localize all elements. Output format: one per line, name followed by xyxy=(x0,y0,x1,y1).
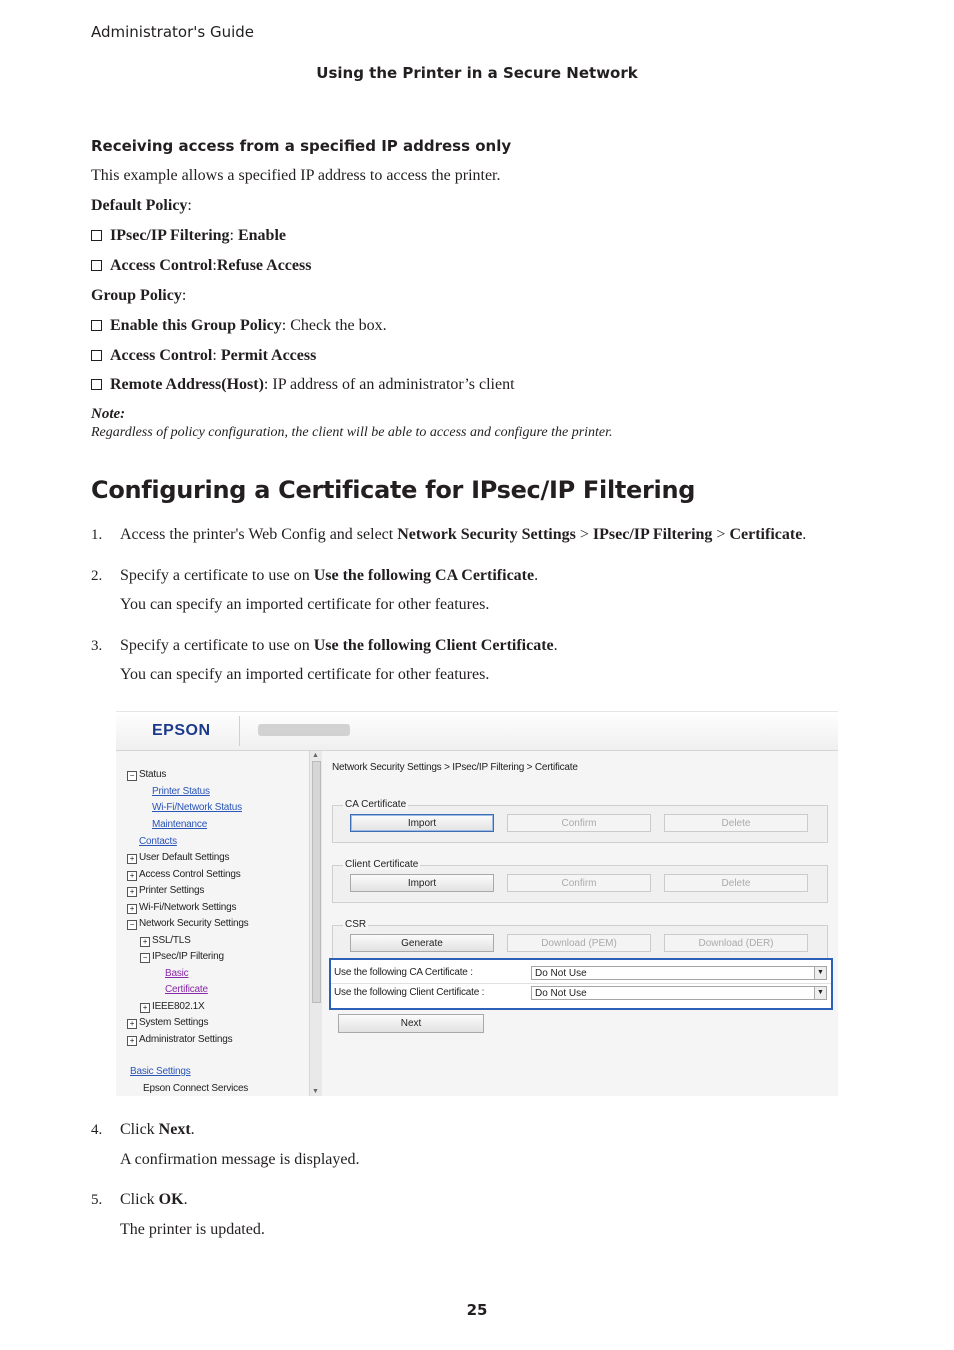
step-menu-network-security: Network Security Settings xyxy=(397,526,576,543)
scroll-down-icon[interactable]: ▼ xyxy=(312,1088,319,1095)
step-bold-term: OK xyxy=(158,1191,184,1208)
step-bold-term: Use the following Client Certificate xyxy=(313,637,554,654)
nav-ssl[interactable] xyxy=(140,935,191,947)
step-text-part: Click xyxy=(120,1191,159,1208)
nav-label: Administrator Settings xyxy=(139,1034,233,1045)
document-header-title: Administrator's Guide xyxy=(91,23,255,41)
group-label: CA Certificate xyxy=(345,799,407,810)
group-policy-label: Group Policy: xyxy=(91,287,187,304)
default-policy-label: Default Policy: xyxy=(91,197,192,214)
ca-delete-button[interactable]: Delete xyxy=(664,814,808,832)
item-sep: : xyxy=(212,257,217,274)
download-der-button[interactable]: Download (DER) xyxy=(664,934,808,952)
checkbox-bullet-icon xyxy=(91,260,102,271)
nav-contacts[interactable]: Contacts xyxy=(139,836,177,847)
group-item-enable xyxy=(91,316,387,336)
collapse-icon[interactable]: − xyxy=(127,920,137,930)
scroll-up-icon[interactable]: ▲ xyxy=(312,752,319,759)
step-text-part: . xyxy=(183,1191,188,1208)
step-text-part: . xyxy=(802,526,807,543)
step-number: 2. xyxy=(91,568,103,584)
step-2-text xyxy=(120,567,538,585)
client-certificate-select[interactable] xyxy=(531,986,827,1000)
item-key: Access Control xyxy=(110,257,213,274)
download-pem-button[interactable]: Download (PEM) xyxy=(507,934,651,952)
expand-icon[interactable]: + xyxy=(127,854,137,864)
item-value: IP address of an administrator’s client xyxy=(272,376,515,393)
step-text-part: > xyxy=(575,526,593,543)
section-title: Configuring a Certificate for IPsec/IP Filtering xyxy=(91,476,696,504)
step-text-part: Access the printer's Web Config and select xyxy=(120,526,398,543)
expand-icon[interactable]: + xyxy=(127,1036,137,1046)
nav-wifi-settings[interactable] xyxy=(127,902,236,914)
nav-system[interactable] xyxy=(127,1017,208,1029)
group-policy-label-text: Group Policy xyxy=(91,287,182,304)
step-3-text xyxy=(120,637,558,655)
collapse-icon[interactable]: − xyxy=(140,953,150,963)
group-item-remote-address xyxy=(91,375,515,395)
item-value: Check the box. xyxy=(290,317,387,334)
note-title: Note: xyxy=(91,406,126,422)
step-bold-term: Use the following CA Certificate xyxy=(313,567,535,584)
nav-user-default[interactable] xyxy=(127,852,229,864)
expand-icon[interactable]: + xyxy=(127,1019,137,1029)
default-item-ipsec xyxy=(91,226,286,246)
breadcrumb: Network Security Settings > IPsec/IP Filtering > Certificate xyxy=(332,762,578,773)
nav-label: Network Security Settings xyxy=(139,918,249,929)
item-key: Enable this Group Policy xyxy=(110,317,282,334)
nav-label: Wi-Fi/Network Settings xyxy=(139,902,237,913)
nav-epson-connect[interactable]: Epson Connect Services xyxy=(143,1083,249,1094)
item-sep: : xyxy=(212,347,221,364)
dropdown-arrow-icon[interactable]: ▼ xyxy=(814,987,826,999)
nav-network-security[interactable] xyxy=(127,918,249,930)
expand-icon[interactable]: + xyxy=(127,887,137,897)
step-number: 1. xyxy=(91,527,103,543)
nav-basic-settings[interactable]: Basic Settings xyxy=(130,1066,191,1077)
nav-maintenance[interactable]: Maintenance xyxy=(152,819,208,830)
example-intro: This example allows a specified IP address to access the printer. xyxy=(91,167,501,184)
nav-printer-status[interactable]: Printer Status xyxy=(152,786,210,797)
item-value: Enable xyxy=(237,227,286,244)
blurred-printer-name xyxy=(258,724,350,736)
expand-icon[interactable]: + xyxy=(127,904,137,914)
step-number: 3. xyxy=(91,638,103,654)
note-text: Regardless of policy configuration, the client will be able to access and configure the printer. xyxy=(91,425,613,440)
client-certificate-group xyxy=(332,859,828,903)
checkbox-bullet-icon xyxy=(91,350,102,361)
nav-label: User Default Settings xyxy=(139,852,230,863)
certificate-selection-box xyxy=(329,958,833,1010)
nav-access-control[interactable] xyxy=(127,869,241,881)
step-bold-term: Next xyxy=(158,1121,191,1138)
section-header: Using the Printer in a Secure Network xyxy=(316,64,638,82)
generate-button[interactable]: Generate xyxy=(350,934,494,952)
web-config-screenshot xyxy=(116,711,838,1096)
nav-label: SSL/TLS xyxy=(152,935,191,946)
step-text-part: . xyxy=(190,1121,195,1138)
nav-printer-settings[interactable] xyxy=(127,885,204,897)
item-sep: : xyxy=(281,317,291,334)
sidebar-scrollbar[interactable] xyxy=(309,751,323,1096)
step-text-part: Specify a certificate to use on xyxy=(120,637,314,654)
step-text-part: . xyxy=(534,567,539,584)
step-3-sub: You can specify an imported certificate for other features. xyxy=(120,666,490,683)
nav-label: IPsec/IP Filtering xyxy=(152,951,224,962)
example-heading: Receiving access from a specified IP address only xyxy=(91,137,512,155)
next-button[interactable]: Next xyxy=(338,1014,484,1033)
client-delete-button[interactable]: Delete xyxy=(664,874,808,892)
main-panel xyxy=(322,751,838,1096)
client-import-button[interactable]: Import xyxy=(350,874,494,892)
dropdown-arrow-icon[interactable]: ▼ xyxy=(814,967,826,979)
step-number: 4. xyxy=(91,1122,103,1138)
ca-certificate-label: Use the following CA Certificate : xyxy=(334,967,473,978)
sidebar-nav xyxy=(116,751,309,1096)
item-key: Access Control xyxy=(110,347,213,364)
item-key: IPsec/IP Filtering xyxy=(110,227,230,244)
step-number: 5. xyxy=(91,1192,103,1208)
ca-import-button[interactable]: Import xyxy=(350,814,494,832)
nav-label: IEEE802.1X xyxy=(152,1001,205,1012)
default-item-access-control xyxy=(91,256,311,276)
expand-icon[interactable]: + xyxy=(127,871,137,881)
select-value: Do Not Use xyxy=(535,988,587,999)
ca-certificate-group xyxy=(332,799,828,843)
collapse-icon[interactable]: − xyxy=(127,771,137,781)
expand-icon[interactable]: + xyxy=(140,937,150,947)
step-4-text xyxy=(120,1121,195,1139)
nav-status[interactable] xyxy=(127,769,166,781)
client-certificate-row xyxy=(331,983,831,1003)
scrollbar-thumb[interactable] xyxy=(312,761,321,1003)
group-label: Client Certificate xyxy=(345,859,419,870)
nav-label: Access Control Settings xyxy=(139,869,241,880)
nav-ieee[interactable] xyxy=(140,1001,204,1013)
default-policy-label-text: Default Policy xyxy=(91,197,188,214)
nav-label: Printer Settings xyxy=(139,885,205,896)
client-confirm-button[interactable]: Confirm xyxy=(507,874,651,892)
item-sep: : xyxy=(263,376,273,393)
item-key: Remote Address(Host) xyxy=(110,376,264,393)
step-1-text xyxy=(120,526,806,544)
step-5-sub: The printer is updated. xyxy=(120,1221,265,1238)
select-value: Do Not Use xyxy=(535,968,587,979)
ca-certificate-select[interactable] xyxy=(531,966,827,980)
step-text-part: Specify a certificate to use on xyxy=(120,567,314,584)
nav-label: Status xyxy=(139,769,167,780)
nav-wifi-status[interactable]: Wi-Fi/Network Status xyxy=(152,802,242,813)
checkbox-bullet-icon xyxy=(91,230,102,241)
step-5-text xyxy=(120,1191,188,1209)
page-number: 25 xyxy=(466,1301,488,1319)
checkbox-bullet-icon xyxy=(91,320,102,331)
nav-basic[interactable]: Basic xyxy=(165,968,189,979)
step-text-part: > xyxy=(712,526,730,543)
nav-certificate[interactable]: Certificate xyxy=(165,984,208,995)
item-sep: : xyxy=(229,227,238,244)
nav-ipsec[interactable] xyxy=(140,951,224,963)
group-label: CSR xyxy=(345,919,367,930)
step-text-part: . xyxy=(553,637,558,654)
checkbox-bullet-icon xyxy=(91,379,102,390)
ca-certificate-row xyxy=(331,963,831,984)
epson-logo: EPSON xyxy=(152,722,211,739)
client-certificate-label: Use the following Client Certificate : xyxy=(334,987,485,998)
item-value: Permit Access xyxy=(220,347,317,364)
header-divider xyxy=(239,716,240,746)
group-item-access-control xyxy=(91,346,316,366)
step-4-sub: A confirmation message is displayed. xyxy=(120,1151,360,1168)
step-text-part: Click xyxy=(120,1121,159,1138)
nav-admin[interactable] xyxy=(127,1034,232,1046)
expand-icon[interactable]: + xyxy=(140,1003,150,1013)
nav-label: System Settings xyxy=(139,1017,209,1028)
step-menu-ipsec: IPsec/IP Filtering xyxy=(592,526,713,543)
item-value: Refuse Access xyxy=(216,257,312,274)
ca-confirm-button[interactable]: Confirm xyxy=(507,814,651,832)
web-config-header xyxy=(116,712,838,751)
step-menu-certificate: Certificate xyxy=(729,526,803,543)
step-2-sub: You can specify an imported certificate for other features. xyxy=(120,596,490,613)
